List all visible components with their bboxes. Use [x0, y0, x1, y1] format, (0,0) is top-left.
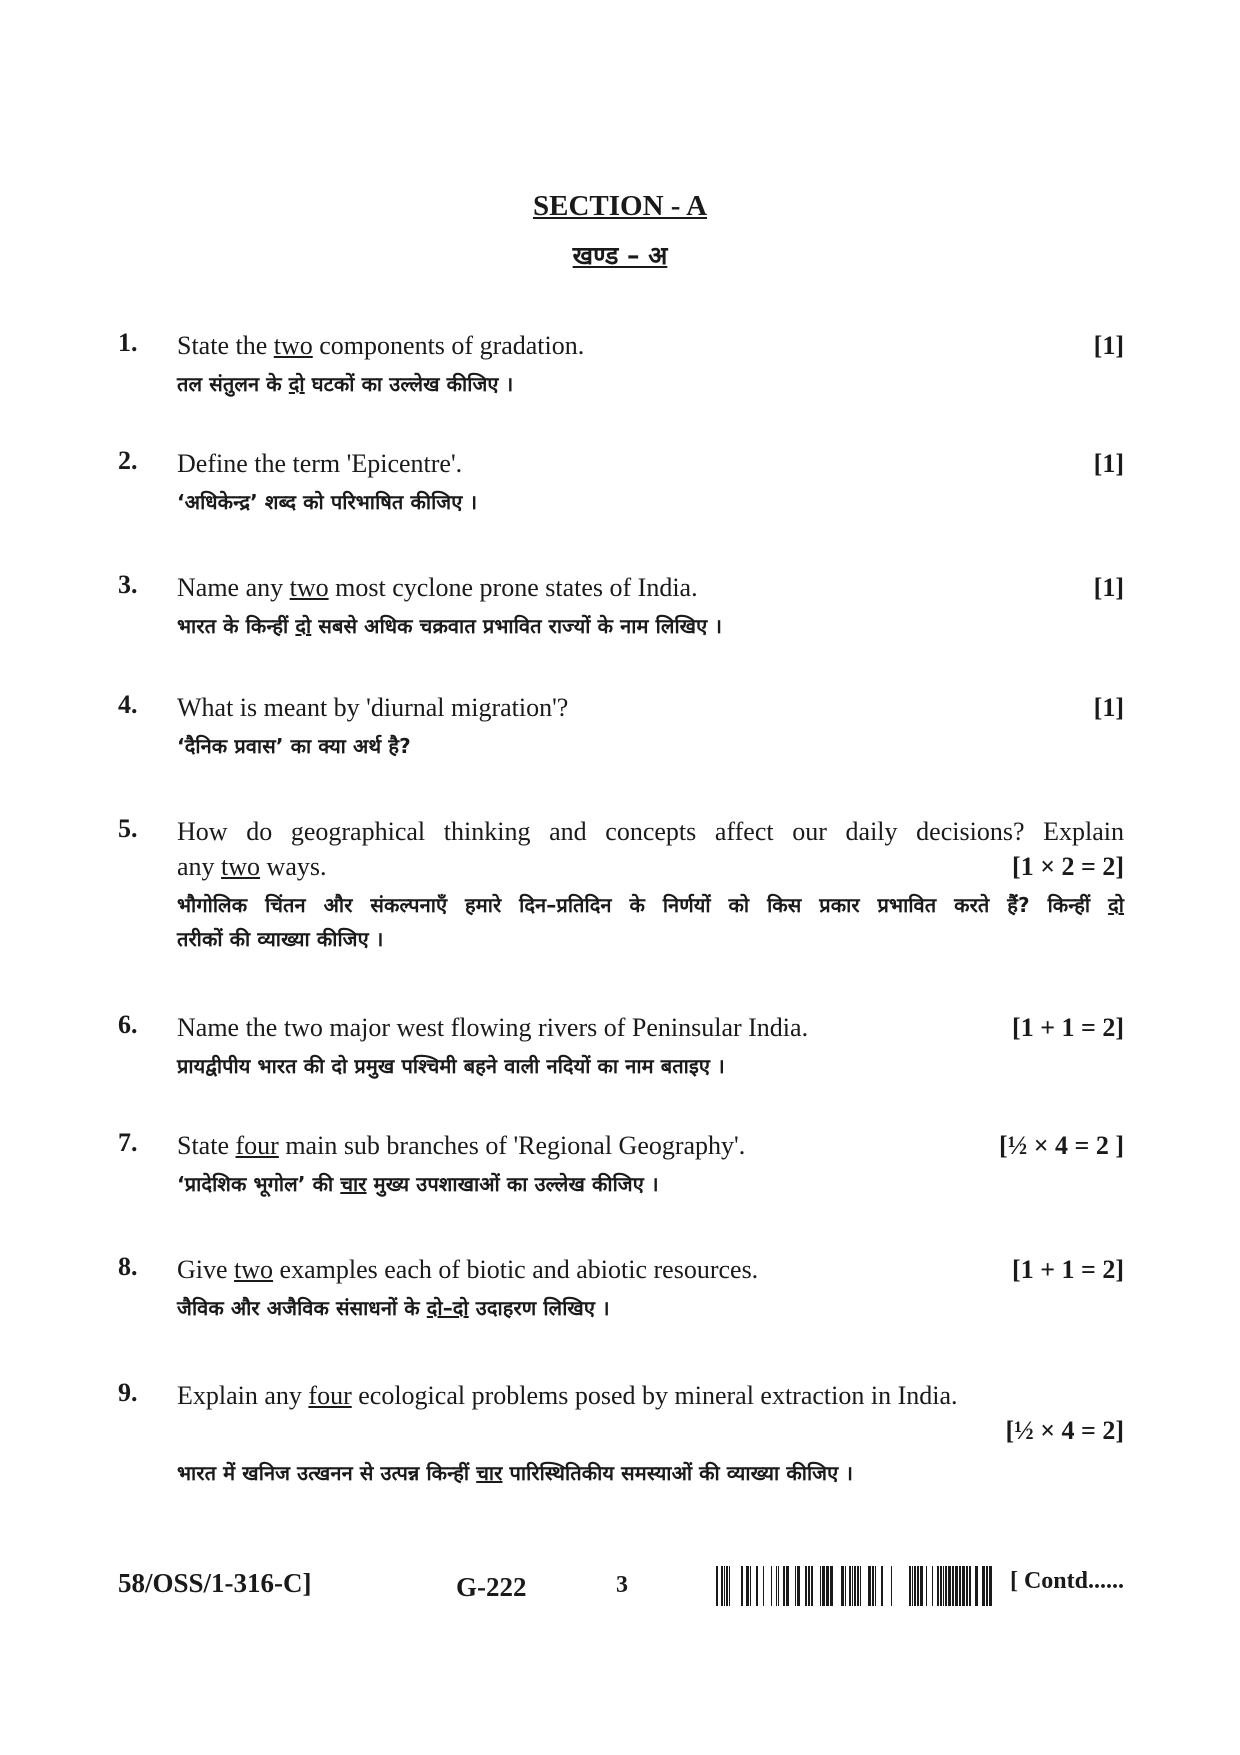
question-text-hi: भारत में खनिज उत्खनन से उत्पन्न किन्हीं चार पारिस्थितिकीय समस्याओं की व्याख्या कीजिए । — [177, 1461, 854, 1485]
page-number: 3 — [616, 1572, 628, 1598]
question-marks: [1 + 1 = 2] — [1012, 1013, 1124, 1042]
question-marks: [1 + 1 = 2] — [1012, 1255, 1124, 1284]
question-marks: [1 × 2 = 2] — [1012, 852, 1124, 881]
section-title-hindi: खण्ड – अ — [572, 241, 668, 270]
question-text-en: Explain any four ecological problems posed by mineral extraction in India. — [177, 1381, 958, 1410]
question-text-hi: तल संतुलन के दो घटकों का उल्लेख कीजिए । — [177, 372, 514, 396]
question-number: 1. — [118, 328, 138, 357]
question-marks: [1] — [1093, 573, 1124, 602]
question-marks: [1] — [1093, 693, 1124, 722]
question-number: 5. — [118, 814, 138, 843]
question-text-en: State the two components of gradation. [1] — [177, 328, 1124, 363]
question-marks: [1] — [1093, 449, 1124, 478]
question-text-en: What is meant by 'diurnal migration'? [1] — [177, 690, 1124, 725]
barcode-icon — [716, 1566, 992, 1606]
question-number: 4. — [118, 690, 138, 719]
question-number: 7. — [118, 1128, 138, 1157]
question-marks: [1] — [1093, 331, 1124, 360]
question-number: 9. — [118, 1378, 138, 1407]
section-title: SECTION - A — [532, 190, 708, 222]
question-text-en: Name the two major west flowing rivers of Peninsular India. [1 + 1 = 2] — [177, 1010, 1124, 1045]
question-text-hi-cont: तरीकों की व्याख्या कीजिए । — [177, 927, 384, 951]
question-text-hi: ‘दैनिक प्रवास’ का क्या अर्थ है? — [177, 734, 411, 758]
page-footer — [118, 1568, 1124, 1608]
continued-label: [ Contd...... — [1009, 1568, 1124, 1594]
question-text-hi: भारत के किन्हीं दो सबसे अधिक चक्रवात प्रभावित राज्यों के नाम लिखिए । — [177, 614, 723, 638]
question-text-hi: भौगोलिक चिंतन और संकल्पनाएँ हमारे दिन–प्रतिदिन के निर्णयों को किस प्रकार प्रभावित करते हैं? किन्हीं दो — [177, 893, 1124, 917]
paper-code: 58/OSS/1-316-C] — [118, 1568, 312, 1598]
question-text-en: Define the term 'Epicentre'. [1] — [177, 446, 1124, 481]
question-text-en: Name any two most cyclone prone states of India. [1] — [177, 570, 1124, 605]
question-text-hi: ‘अधिकेन्द्र’ शब्द को परिभाषित कीजिए । — [177, 490, 478, 514]
question-text-hi: जैविक और अजैविक संसाधनों के दो–दो उदाहरण लिखिए । — [177, 1296, 610, 1320]
question-number: 2. — [118, 446, 138, 475]
question-number: 3. — [118, 570, 138, 599]
question-number: 8. — [118, 1252, 138, 1281]
question-text-en: Give two examples each of biotic and abiotic resources. [1 + 1 = 2] — [177, 1252, 1124, 1287]
question-number: 6. — [118, 1010, 138, 1039]
question-text-en: How do geographical thinking and concepts affect our daily decisions? Explain — [177, 817, 1124, 846]
question-marks: [½ × 4 = 2] — [1005, 1416, 1124, 1445]
question-text-en-cont: any two ways. [1 × 2 = 2] — [177, 849, 1124, 884]
question-marks: [½ × 4 = 2 ] — [999, 1131, 1124, 1160]
question-text-en: State four main sub branches of 'Regional Geography'. [½ × 4 = 2 ] — [177, 1128, 1124, 1163]
series-code: G-222 — [456, 1572, 527, 1602]
question-text-hi: प्रायद्वीपीय भारत की दो प्रमुख पश्चिमी बहने वाली नदियों का नाम बताइए । — [177, 1054, 725, 1078]
question-text-hi: ‘प्रादेशिक भूगोल’ की चार मुख्य उपशाखाओं का उल्लेख कीजिए । — [177, 1172, 659, 1196]
